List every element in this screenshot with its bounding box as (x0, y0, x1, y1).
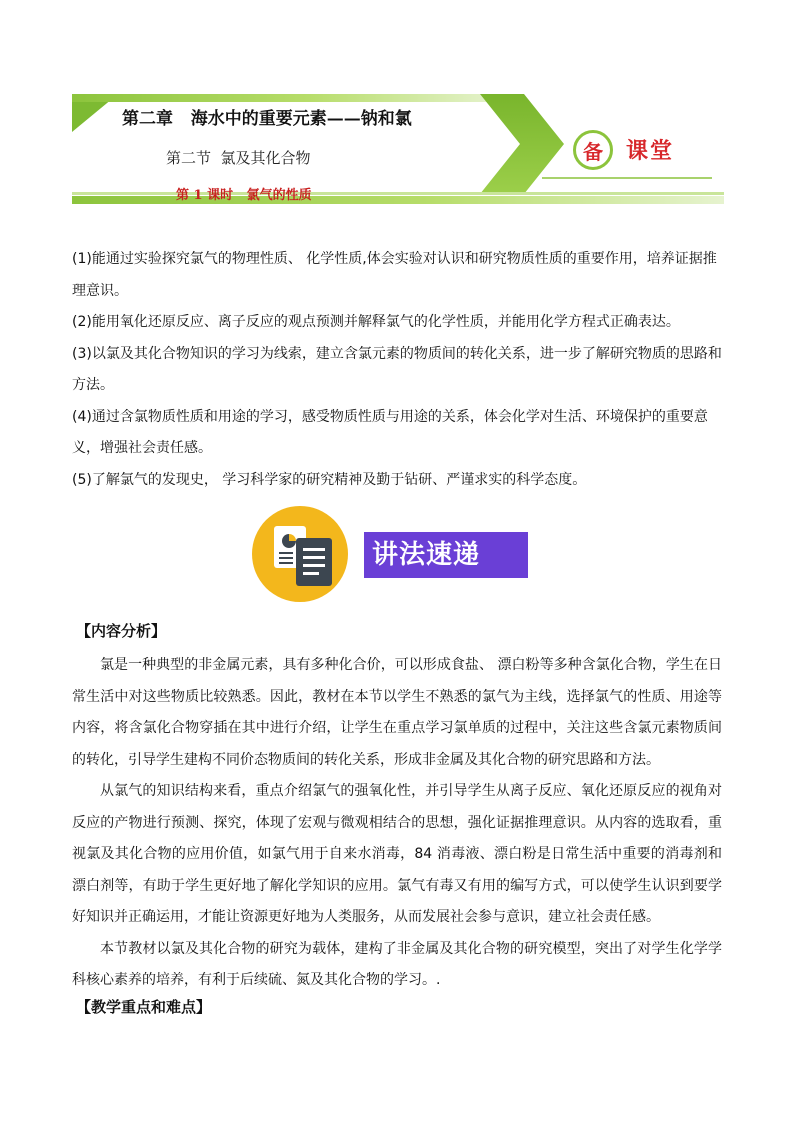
explain-banner (252, 506, 532, 602)
bei-badge-icon (573, 130, 613, 170)
chapter-header (72, 94, 724, 206)
learning-objectives (72, 244, 722, 496)
badge-text: 课堂 (626, 139, 675, 164)
objective-item: (5)了解氯气的发现史， 学习科学家的研究精神及勤于钻研、严谨求实的科学态度。 (72, 471, 587, 488)
section-title: 第二节 氯及其化合物 (166, 149, 311, 167)
analysis-paragraph: 本节教材以氯及其化合物的研究为载体，建构了非金属及其化合物的研究模型，突出了对学生化学学科核心素养的培养，有利于后续硫、氮及其化合物的学习。. (72, 940, 722, 988)
badge-char: 备 (583, 139, 603, 164)
explain-label: 讲法速递 (364, 532, 528, 578)
objective-item: (2)能用氧化还原反应、离子反应的观点预测并解释氯气的化学性质，并能用化学方程式正确表达。 (72, 314, 680, 330)
objective-item: (1)能通过实验探究氯气的物理性质、 化学性质,体会实验对认识和研究物质性质的重要作用，培养证据推理意识。 (72, 251, 717, 299)
lesson-title: 第 1 课时 氯气的性质 (176, 188, 312, 203)
key-points-heading: 【教学重点和难点】 (76, 998, 212, 1016)
objective-item: (4)通过含氯物质性质和用途的学习，感受物质性质与用途的关系，体会化学对生活、环境保护的重要意义，增强社会责任感。 (72, 408, 708, 456)
analysis-paragraph: 从氯气的知识结构来看，重点介绍氯气的强氧化性，并引导学生从离子反应、氧化还原反应的视角对反应的产物进行预测、探究，体现了宏观与微观相结合的思想，强化证据推理意识。从内容的选取看，重视氯及其化合物的应用价值，如氯气用于自来水消毒，84 消毒液、漂白粉是日常生活中重要的消毒剂和漂白剂等，有助于学生更好地了解化学知识的应用。氯气有毒又有用的编写方式，可以使学生认识到要学好知识并正确运用，才能让资源更好地为人类服务，从而发展社会参与意识，建立社会责任感。 (72, 783, 722, 925)
document-dark-icon (296, 538, 332, 586)
documents-icon (252, 506, 348, 602)
content-analysis-heading: 【内容分析】 (76, 622, 167, 640)
analysis-paragraph: 氯是一种典型的非金属元素，具有多种化合价，可以形成食盐、 漂白粉等多种含氯化合物，学生在日常生活中对这些物质比较熟悉。因此，教材在本节以学生不熟悉的氯气为主线，选择氯气的性质、用途等内容，将含氯化合物穿插在其中进行介绍，让学生在重点学习氯单质的过程中，关注这些含氯元素物质间的转化，引导学生建构不同价态物质间的转化关系，形成非金属及其化合物的研究思路和方法。 (72, 657, 722, 768)
objective-item: (3)以氯及其化合物知识的学习为线索，建立含氯元素的物质间的转化关系，进一步了解研究物质的思路和方法。 (72, 345, 722, 393)
content-analysis (72, 650, 722, 997)
chapter-title: 第二章 海水中的重要元素——钠和氯 (122, 109, 412, 129)
pie-chart-icon (282, 534, 296, 548)
